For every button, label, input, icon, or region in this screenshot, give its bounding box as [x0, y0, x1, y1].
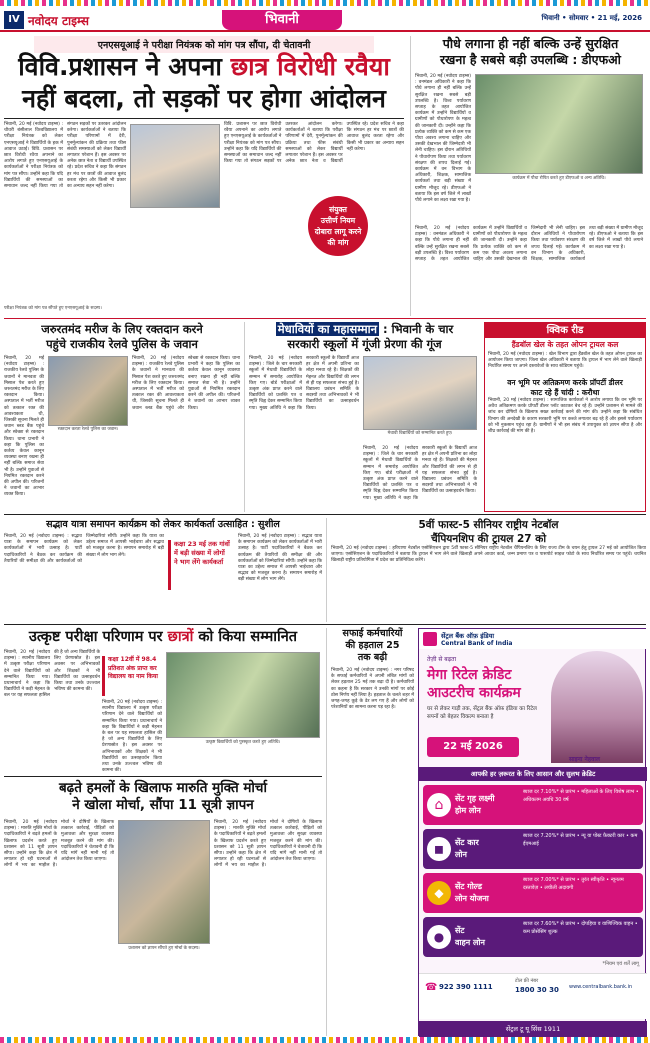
pull-line3: ने भाग लेंगे कार्यकर्ता: [174, 558, 224, 566]
quick-read-headline1: हैंडबॉल खेल के तहत ओपन ट्रायल कल: [511, 340, 619, 349]
meritorious-headline-line2: सरकारी स्कूलों में गूंजी प्रेरणा की गूंज: [287, 337, 442, 351]
masthead: [0, 8, 650, 32]
blood-body-cols: भिवानी, 20 मई (नवोदय टाइम्स) : राजकीय रेलवे पुलिस के जवानों ने मानवता की मिसाल पेश करते हुए जरुरतमंद मरीज के लिए रक्तदान किया। अस्पताल में भर्ती मरीज को तत्काल रक्त की आवश्यकता थी, जिसकी सूचना मिलते ही जवान ब्लड बैंक पहुंचे और स्वेच्छा से रक्तदान किया। थाना प्रभारी ने कहा कि पुलिस का कर्तव्य केवल कानून व्यवस्था बनाए रखना ही नहीं बल्कि समाज सेवा भी है। उन्होंने युवाओं से नियमित रक्तदान करने की अपील की। परिजनों ने जवानों का आभार व्यक्त किया।: [132, 356, 240, 411]
results-headline-text: उत्कृष्ट परीक्षा परिणाम पर: [28, 629, 168, 645]
attacks-body-right: भिवानी, 20 मई (नवोदय टाइम्स) : मारुति मुक्ति मोर्चा के पदाधिकारियों ने बढ़ते हमलों के खिलाफ प्रदर्शन करते हुए प्रशासन को 11 सूत्री ज्ञापन सौंपा। उन्होंने कहा कि क्षेत्र में लगातार हो रही घटनाओं से लोगों में भय का माहौल है। मोर्चा ने दोषियों के खिलाफ तत्काल कार्रवाई, पीड़ितों को मुआवजा और सुरक्षा व्यवस्था मजबूत करने की मांग की। पदाधिकारियों ने चेतावनी दी कि यदि मांगें नहीं मानी गईं तो आंदोलन तेज किया जाएगा।: [214, 820, 322, 869]
toll-free-number: 1800 30 30: [515, 986, 559, 994]
sadbhav-body-right: भिवानी, 20 मई (नवोदय टाइम्स) : सद्भाव यात्रा के समापन कार्यक्रम को लेकर कार्यकर्ताओं में भारी उत्साह है। पार्टी पदाधिकारियों ने बैठक कर कार्यक्रम की तैयारियों की समीक्षा की और कार्यकर्ताओं को जिम्मेदारियां सौंपीं। उन्होंने कहा कि यात्रा का उद्देश्य समाज में आपसी भाईचारा और सद्भाव को मजबूत करना है। समापन समारोह में बड़ी संख्या में लोग भाग लेंगे।: [238, 534, 322, 583]
badge-line4: की मांग: [327, 238, 349, 247]
ambassador-label: साइना नेहवाल: [569, 756, 601, 763]
bank-name-en: Central Bank of India: [441, 640, 513, 647]
blood-headline-line1: जरुरतमंद मरीज के लिए रक्तदान करने: [41, 322, 203, 336]
meritorious-headline-rest: : भिवानी के चार: [378, 322, 454, 336]
product-name-line1: सेंट: [455, 926, 465, 935]
ad-footer: सेंट्रल टू यू सिंस 1911: [419, 1021, 647, 1037]
pull-line2: में बड़ी संख्या में लोगों: [174, 549, 225, 557]
phone-icon: ☎: [425, 982, 438, 993]
results-photo-caption: उत्कृष्ट विद्यार्थियों को पुरस्कृत करते हुए अतिथि।: [205, 740, 281, 745]
ad-disclaimer: *नियम एवं शर्तें लागू: [602, 961, 639, 967]
sadbhav-body-left: भिवानी, 20 मई (नवोदय टाइम्स) : सद्भाव यात्रा के समापन कार्यक्रम को लेकर कार्यकर्ताओं में भारी उत्साह है। पार्टी पदाधिकारियों ने बैठक कर कार्यक्रम की तैयारियों की समीक्षा की और कार्यकर्ताओं को जिम्मेदारियां सौंपीं। उन्होंने कहा कि यात्रा का उद्देश्य समाज में आपसी भाईचारा और सद्भाव को मजबूत करना है। समापन समारोह में बड़ी संख्या में लोग भाग लेंगे।: [4, 534, 164, 564]
page-number: IV: [4, 11, 24, 29]
top-story-photo-caption: परीक्षा नियंत्रक को मांग पत्र सौंपते हुए एनएसयूआई के सदस्य।: [4, 306, 102, 311]
product-name-line1: सेंट गृह लक्ष्मी: [455, 794, 495, 803]
sadbhav-pull-quote: [168, 540, 234, 590]
meritorious-body-left: भिवानी, 20 मई (नवोदय टाइम्स) : जिले के चार सरकारी स्कूलों में मेधावी विद्यार्थियों के सम्मान में समारोह आयोजित किए गए। बोर्ड परीक्षाओं में उत्कृष्ट अंक प्राप्त करने वाले विद्यार्थियों को प्रशस्ति पत्र व स्मृति चिह्न देकर सम्मानित किया गया। मुख्य अतिथि ने कहा कि सरकारी स्कूलों के विद्यार्थी आज हर क्षेत्र में अपनी प्रतिभा का लोहा मनवा रहे हैं। शिक्षकों की मेहनत और विद्यार्थियों की लगन से ही यह सफलता संभव हुई है। विद्यालय प्रबंधन समिति के सदस्यों तथा अभिभावकों ने भी विद्यार्थियों का उत्साहवर्धन किया।: [249, 356, 359, 411]
plant-body-cols: भिवानी, 20 मई (नवोदय टाइम्स) : वनमंडल अधिकारी ने कहा कि पौधे लगाना ही नहीं बल्कि उन्हें सुरक्षित रखना सबसे बड़ी उपलब्धि है। विश्व पर्यावरण सप्ताह के तहत आयोजित कार्यक्रम में उन्होंने विद्यार्थियों व ग्रामीणों को पौधारोपण के महत्व की जानकारी दी। उन्होंने कहा कि प्रत्येक व्यक्ति को कम से कम एक पौधा अवश्य लगाना चाहिए और उसकी देखभाल की जिम्मेदारी भी लेनी चाहिए। इस दौरान अतिथियों ने पौधारोपण किया तथा पर्यावरण संरक्षण की शपथ दिलाई गई। कार्यक्रम में वन विभाग के अधिकारी, शिक्षक, सामाजिक कार्यकर्ता तथा बड़ी संख्या में ग्रामीण मौजूद रहे। डीएफओ ने बताया कि इस वर्ष जिले में लाखों पौधे लगाने का लक्ष्य रखा गया है।: [415, 226, 643, 263]
attacks-photo: [118, 820, 210, 944]
ad-contact-bar: [419, 973, 647, 1019]
missed-call-number: 922 390 1111: [439, 983, 493, 991]
product-details: ब्याज दर 7.10%* से प्रारंभ • महिलाओं के लिए विशेष लाभ • अधिकतम अवधि 30 वर्ष: [523, 789, 639, 803]
badge-line2: उत्तीर्ण नियम: [320, 216, 356, 225]
product-row: [423, 917, 643, 957]
meritorious-headline-line1: [249, 322, 480, 337]
blood-headline-line2: पहुंचे राजकीय रेलवे पुलिस के जवान: [46, 337, 198, 351]
ad-title-line2: आउटरीच कार्यक्रम: [427, 685, 521, 701]
blood-story: [4, 322, 240, 512]
attacks-story: [4, 780, 322, 1036]
strike-headline-line1: सफाई कर्मचारियों: [342, 628, 403, 639]
attacks-headline-line2: ने खोला मोर्चा, सौंपा 11 सूत्री ज्ञापन: [72, 797, 254, 813]
plant-photo: [475, 74, 643, 174]
results-headline: [4, 628, 322, 646]
results-pull-quote: [102, 656, 160, 696]
quick-read: [484, 322, 646, 512]
bank-name-hi: सेंट्रल बैंक ऑफ़ इंडिया: [441, 632, 495, 640]
headline-text: विवि.प्रशासन ने अपना: [18, 52, 231, 81]
top-story-dateline: भिवानी, 20 मई (नवोदय टाइम्स) : चौधरी बंसीलाल विश्वविद्यालय में परीक्षा नियंत्रक को लेकर एनएसयूआई ने विद्यार्थियों के हक में आवाज उठाई।: [4, 122, 63, 152]
meritorious-photo: [363, 356, 477, 430]
badge-line1: संयुक्त: [329, 205, 347, 214]
meritorious-headline-highlight: मेधावियों का महासम्मान: [277, 322, 377, 336]
scooter-icon: ●: [427, 925, 451, 949]
netball-story: [326, 518, 646, 622]
gold-icon: ◆: [427, 881, 451, 905]
attacks-headline-line1: बढ़ते हमलों के खिलाफ मारुति मुक्ति मोर्चा: [58, 780, 268, 796]
top-story-col-right: विवि. प्रशासन पर छात्र विरोधी रवैया अपनाने का आरोप लगाते हुए एनएसयूआई के कार्यकर्ताओं ने परीक्षा नियंत्रक को मांग पत्र सौंपा। उन्होंने कहा कि यदि विद्यार्थियों की समस्याओं का समाधान जल्द नहीं किया गया तो संगठन सड़कों पर उतरकर आंदोलन करेगा। कार्यकर्ताओं ने बताया कि परीक्षा परिणामों में देरी, पुनर्मूल्यांकन की प्रक्रिया तथा फीस संबंधी समस्याओं को लेकर विद्यार्थी लगातार परेशान हैं। इस अवसर पर अनेक छात्र नेता व विद्यार्थी उपस्थित रहे। प्रदेश सचिव ने कहा कि संगठन हर मंच पर छात्रों की आवाज बुलंद करता रहेगा और किसी भी प्रकार का अन्याय सहन नहीं करेगा।: [224, 122, 404, 165]
bottom-color-strip: [0, 1037, 650, 1043]
product-row: [423, 873, 643, 913]
results-body-mid: भिवानी, 20 मई (नवोदय टाइम्स) : स्थानीय विद्यालय में उत्कृष्ट परीक्षा परिणाम देने वाले विद्यार्थियों को सम्मानित किया गया। प्रधानाचार्य ने कहा कि विद्यार्थियों ने कड़ी मेहनत के बल पर यह सफलता हासिल की है जो अन्य विद्यार्थियों के लिए प्रेरणास्रोत है। इस अवसर पर अभिभावकों और शिक्षकों ने भी विद्यार्थियों का उत्साहवर्धन किया तथा उनके उज्ज्वल भविष्य की कामना की।: [102, 700, 162, 774]
results-headline-rest: को किया सम्मानित: [193, 629, 298, 645]
website-link[interactable]: www.centralbank.bank.in: [569, 984, 633, 990]
strike-headline-line3: तक बढ़ी: [357, 652, 388, 663]
plant-headline-line2: रखना है सबसे बड़ी उपलब्धि : डीएफओ: [440, 52, 621, 67]
product-name-line2: होम लोन: [455, 806, 481, 815]
top-story-kicker: एनएसयूआई ने परीक्षा नियंत्रक को मांग पत्र सौंपा, दी चेतावनी: [34, 36, 374, 53]
ad-subtitle: घर से लेकर गाड़ी तक, सेंट्रल बैंक ऑफ़ इंडिया का रिटेल सपनों को बेहतर विकल्प बनाता है: [427, 706, 537, 720]
pull-line2: प्रतिशत अंक प्राप्त कर: [108, 664, 157, 672]
car-icon: ◼: [427, 837, 451, 861]
toll-free-label: टोल फ्री नंबर: [515, 978, 539, 984]
pull-line3: विद्यालय का नाम किया: [108, 673, 158, 680]
product-name-line2: लोन: [455, 850, 467, 859]
top-story-body: विवि. प्रशासन पर छात्र विरोधी रवैया अपनाने का आरोप लगाते हुए एनएसयूआई के कार्यकर्ताओं ने परीक्षा नियंत्रक को मांग पत्र सौंपा। उन्होंने कहा कि यदि विद्यार्थियों की समस्याओं का समाधान जल्द नहीं किया गया तो संगठन सड़कों पर उतरकर आंदोलन करेगा। कार्यकर्ताओं ने बताया कि परीक्षा परिणामों में देरी, पुनर्मूल्यांकन की प्रक्रिया तथा फीस संबंधी समस्याओं को लेकर विद्यार्थी लगातार परेशान हैं। इस अवसर पर अनेक छात्र नेता व विद्यार्थी उपस्थित रहे। प्रदेश सचिव ने कहा कि संगठन हर मंच पर छात्रों की आवाज बुलंद करता रहेगा और किसी भी प्रकार का अन्याय सहन नहीं करेगा।: [4, 122, 126, 190]
results-headline-highlight: छात्रों: [167, 629, 194, 645]
results-story: [4, 628, 322, 774]
section-title: भिवानी: [222, 10, 342, 30]
divider: [4, 624, 646, 625]
product-name-line2: वाहन लोन: [455, 938, 485, 947]
netball-headline-line2: चैंपियनशिप की ट्रायल 27 को: [430, 533, 547, 545]
sadbhav-headline: सद्भाव यात्रा समापन कार्यक्रम को लेकर कार्यकर्ता उत्साहित : सुशील: [46, 519, 280, 530]
product-name-line2: लोन योजना: [455, 894, 489, 903]
top-story-col-left: [4, 122, 126, 312]
pull-line1: कक्षा 12वीं में 98.4: [108, 656, 157, 663]
strike-story: [326, 628, 414, 1036]
divider: [4, 118, 404, 119]
results-body-left: भिवानी, 20 मई (नवोदय टाइम्स) : स्थानीय विद्यालय में उत्कृष्ट परीक्षा परिणाम देने वाले विद्यार्थियों को सम्मानित किया गया। प्रधानाचार्य ने कहा कि विद्यार्थियों ने कड़ी मेहनत के बल पर यह सफलता हासिल की है जो अन्य विद्यार्थियों के लिए प्रेरणास्रोत है। इस अवसर पर अभिभावकों और शिक्षकों ने भी विद्यार्थियों का उत्साहवर्धन किया तथा उनके उज्ज्वल भविष्य की कामना की।: [4, 650, 100, 699]
divider: [4, 318, 646, 319]
top-story: [4, 36, 404, 316]
top-story-headline-line2: नहीं बदला, तो सड़कों पर होगा आंदोलन: [22, 84, 386, 113]
quick-read-headline2-line1: वन भूमि पर अतिक्रमण करके प्रॉपर्टी डीलर: [507, 378, 623, 387]
top-story-badge: [308, 196, 368, 256]
top-color-strip: [0, 0, 650, 6]
plant-photo-caption: कार्यक्रम में पौधा रोपित करते हुए डीएफओ व अन्य अतिथि।: [512, 176, 606, 181]
plant-headline-line1: पौधे लगाना ही नहीं बल्कि उन्हें सुरक्षित: [442, 36, 619, 51]
netball-headline-line1: 5वीं फास्ट-5 सीनियर राष्ट्रीय नेटबॉल: [418, 519, 559, 531]
bank-logo-icon: [423, 632, 437, 646]
product-name-line1: सेंट कार: [455, 838, 479, 847]
ad-band: आपकी हर ज़रूरत के लिए आसान और सुलभ क्रेडिट: [419, 767, 647, 781]
ad-logo-bar: [419, 629, 647, 649]
divider: [4, 514, 646, 515]
ad-title-line1: मेगा रिटेल क्रेडिट: [427, 667, 512, 683]
ad-date-badge: 22 मई 2026: [427, 737, 519, 757]
blood-photo-caption: रक्तदान करता रेलवे पुलिस का जवान।: [57, 427, 119, 432]
product-row: [423, 785, 643, 825]
meritorious-body-right: भिवानी, 20 मई (नवोदय टाइम्स) : जिले के चार सरकारी स्कूलों में मेधावी विद्यार्थियों के सम्मान में समारोह आयोजित किए गए। बोर्ड परीक्षाओं में उत्कृष्ट अंक प्राप्त करने वाले विद्यार्थियों को प्रशस्ति पत्र व स्मृति चिह्न देकर सम्मानित किया गया। मुख्य अतिथि ने कहा कि सरकारी स्कूलों के विद्यार्थी आज हर क्षेत्र में अपनी प्रतिभा का लोहा मनवा रहे हैं। शिक्षकों की मेहनत और विद्यार्थियों की लगन से ही यह सफलता संभव हुई है। विद्यालय प्रबंधन समिति के सदस्यों तथा अभिभावकों ने भी विद्यार्थियों का उत्साहवर्धन किया।: [363, 446, 478, 501]
headline-highlight: छात्र विरोधी रवैया: [230, 52, 390, 81]
paper-name: नवोदय टाइम्स: [28, 14, 90, 28]
meritorious-photo-caption: मेधावी विद्यार्थियों को सम्मानित करते हुए।: [387, 431, 453, 436]
ambassador-photo: [551, 651, 643, 763]
bank-advertisement: [418, 628, 646, 1036]
product-row: [423, 829, 643, 869]
sadbhav-story: [4, 518, 322, 622]
divider: [4, 776, 322, 777]
netball-body: भिवानी, 20 मई (नवोदय टाइम्स) : हरियाणा नेटबॉल एसोसिएशन द्वारा 5वीं फास्ट-5 सीनियर राष्ट्रीय नेटबॉल चैंपियनशिप के लिए राज्य टीम के चयन हेतु ट्रायल 27 मई को आयोजित किया जाएगा। एसोसिएशन के पदाधिकारियों ने बताया कि ट्रायल में भाग लेने वाले खिलाड़ी अपने आधार कार्ड, जन्म प्रमाण पत्र व पासपोर्ट साइज फोटो के साथ निर्धारित समय पर पहुंचें। चयनित खिलाड़ी राष्ट्रीय प्रतियोगिता में प्रदेश का प्रतिनिधित्व करेंगे।: [331, 546, 646, 564]
meritorious-story: [244, 322, 480, 512]
product-details: ब्याज दर 7.20%* से प्रारंभ • न्यू या पोस्ट फ़ैक्टरी कार • कम ईएमआई: [523, 833, 638, 847]
home-icon: ⌂: [427, 793, 451, 817]
strike-body: भिवानी, 20 मई (नवोदय टाइम्स) : नगर परिषद के सफाई कर्मचारियों ने अपनी लंबित मांगों को लेकर हड़ताल 25 मई तक बढ़ा दी है। कर्मचारियों का कहना है कि सरकार ने उनकी मांगों पर कोई ठोस निर्णय नहीं लिया है। हड़ताल के चलते शहर में जगह-जगह कूड़े के ढेर लग गए हैं और लोगों को परेशानियों का सामना करना पड़ रहा है।: [331, 668, 414, 711]
product-name-line1: सेंट गोल्ड: [455, 882, 483, 891]
plant-body-col1: भिवानी, 20 मई (नवोदय टाइम्स) : वनमंडल अधिकारी ने कहा कि पौधे लगाना ही नहीं बल्कि उन्हें सुरक्षित रखना सबसे बड़ी उपलब्धि है। विश्व पर्यावरण सप्ताह के तहत आयोजित कार्यक्रम में उन्होंने विद्यार्थियों व ग्रामीणों को पौधारोपण के महत्व की जानकारी दी। उन्होंने कहा कि प्रत्येक व्यक्ति को कम से कम एक पौधा अवश्य लगाना चाहिए और उसकी देखभाल की जिम्मेदारी भी लेनी चाहिए। इस दौरान अतिथियों ने पौधारोपण किया तथा पर्यावरण संरक्षण की शपथ दिलाई गई। कार्यक्रम में वन विभाग के अधिकारी, शिक्षक, सामाजिक कार्यकर्ता तथा बड़ी संख्या में ग्रामीण मौजूद रहे। डीएफओ ने बताया कि इस वर्ष जिले में लाखों पौधे लगाने का लक्ष्य रखा गया है।: [415, 74, 471, 204]
blood-body-col1: भिवानी, 20 मई (नवोदय टाइम्स) : राजकीय रेलवे पुलिस के जवानों ने मानवता की मिसाल पेश करते हुए जरुरतमंद मरीज के लिए रक्तदान किया। अस्पताल में भर्ती मरीज को तत्काल रक्त की आवश्यकता थी, जिसकी सूचना मिलते ही जवान ब्लड बैंक पहुंचे और स्वेच्छा से रक्तदान किया। थाना प्रभारी ने कहा कि पुलिस का कर्तव्य केवल कानून व्यवस्था बनाए रखना ही नहीं बल्कि समाज सेवा भी है। उन्होंने युवाओं से नियमित रक्तदान करने की अपील की। परिजनों ने जवानों का आभार व्यक्त किया।: [4, 356, 44, 498]
pull-line1: कक्षा 23 मई तक गांवों: [174, 540, 230, 548]
results-photo: [166, 652, 320, 738]
product-details: ब्याज दर 7.60%* से प्रारंभ • दोपहिया व वाणिज्यिक वाहन • कम प्रोसेसिंग शुल्क: [523, 921, 638, 935]
ad-tagline: तेज़ी से बढ़ता: [427, 656, 457, 663]
quick-read-body2: भिवानी, 20 मई (नवोदय टाइम्स) : सामाजिक कार्यकर्ता ने आरोप लगाया कि वन भूमि पर अवैध अतिक्रमण करके प्रॉपर्टी डीलर प्लॉट काटकर बेच रहे हैं। उन्होंने प्रशासन से मामले की जांच कर दोषियों के खिलाफ सख्त कार्रवाई करने की मांग की। उन्होंने कहा कि संबंधित विभाग की अनदेखी के कारण सरकारी भूमि पर कब्जे लगातार बढ़ रहे हैं और इससे पर्यावरण को भी नुकसान पहुंच रहा है। ग्रामीणों ने भी इस संबंध में उपायुक्त को ज्ञापन सौंपा है और शीघ्र कार्रवाई की मांग की है।: [488, 398, 642, 435]
quick-read-body1: भिवानी, 20 मई (नवोदय टाइम्स) : खेल विभाग द्वारा हैंडबॉल खेल के तहत ओपन ट्रायल का आयोजन किया जाएगा। जिला खेल अधिकारी ने बताया कि ट्रायल में भाग लेने वाले खिलाड़ी निर्धारित समय पर अपने दस्तावेजों के साथ स्टेडियम पहुंचें।: [488, 352, 642, 370]
plant-story: [410, 36, 646, 316]
top-story-photo: [130, 124, 220, 208]
attacks-photo-caption: प्रशासन को ज्ञापन सौंपते हुए मोर्चा के सदस्य।: [128, 946, 200, 951]
attacks-body-left: भिवानी, 20 मई (नवोदय टाइम्स) : मारुति मुक्ति मोर्चा के पदाधिकारियों ने बढ़ते हमलों के खिलाफ प्रदर्शन करते हुए प्रशासन को 11 सूत्री ज्ञापन सौंपा। उन्होंने कहा कि क्षेत्र में लगातार हो रही घटनाओं से लोगों में भय का माहौल है। मोर्चा ने दोषियों के खिलाफ तत्काल कार्रवाई, पीड़ितों को मुआवजा और सुरक्षा व्यवस्था मजबूत करने की मांग की। पदाधिकारियों ने चेतावनी दी कि यदि मांगें नहीं मानी गईं तो आंदोलन तेज किया जाएगा।: [4, 820, 114, 869]
strike-headline-line2: की हड़ताल 25: [345, 640, 400, 651]
dateline: भिवानी • सोमवार • 21 मई, 2026: [541, 14, 642, 22]
quick-read-label: क्विक रीड: [485, 323, 645, 338]
badge-line3: दोबारा लागू करने: [314, 227, 362, 236]
top-story-headline-line1: [4, 52, 404, 82]
quick-read-headline2-line2: काट रहे हैं चांदी : करौथा: [530, 388, 600, 397]
product-details: ब्याज दर 7.00%* से प्रारंभ • तुरंत स्वीकृति • न्यूनतम दस्तावेज़ • लचीली अदायगी: [523, 877, 624, 891]
blood-photo: [48, 356, 128, 426]
